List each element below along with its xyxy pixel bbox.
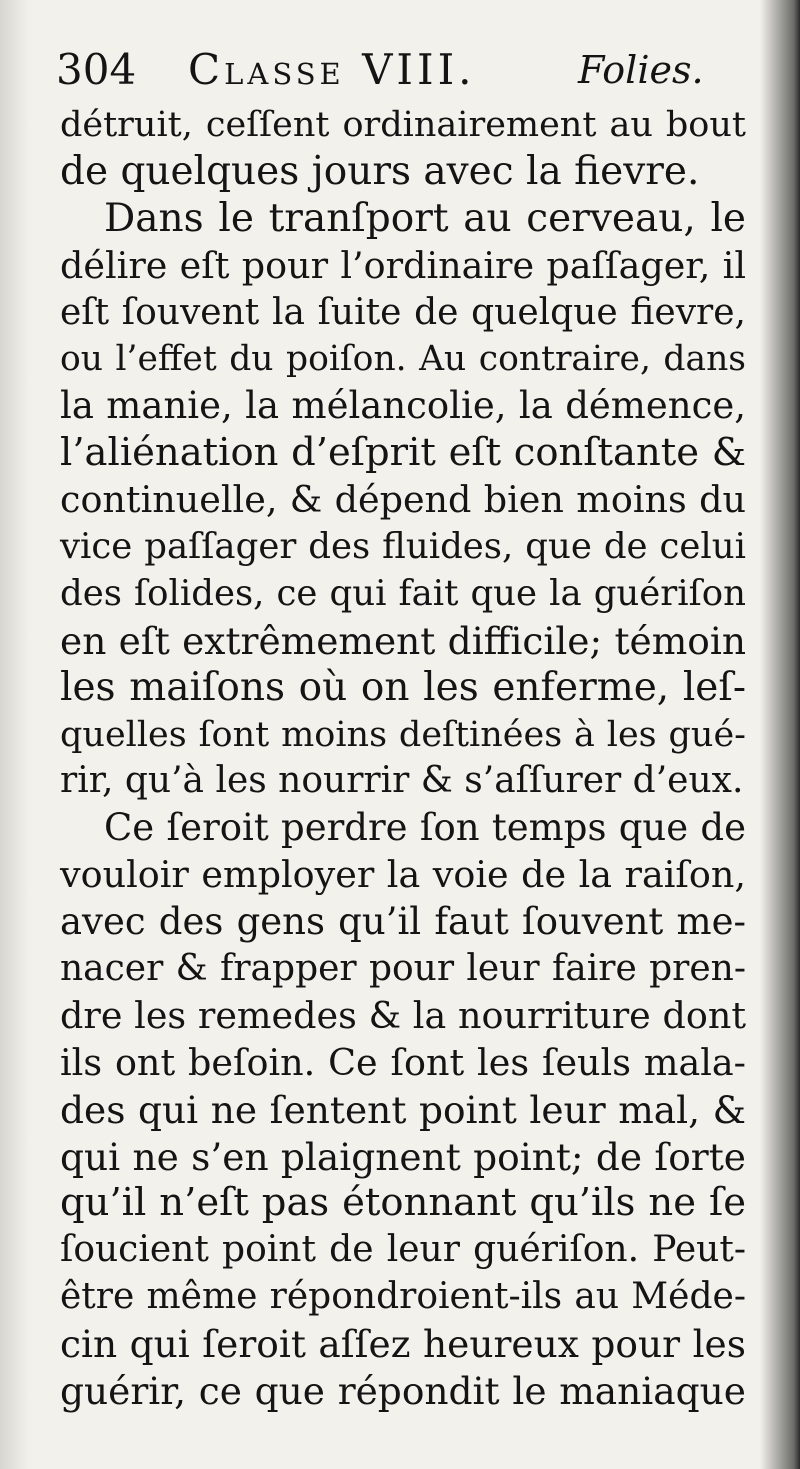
page-number: 304 [56, 45, 137, 94]
text-line: les maiſons où on les enferme, leſ- [60, 664, 746, 710]
running-header [56, 40, 736, 100]
subject-heading: Folies. [578, 48, 704, 92]
text-line: nacer & frapper pour leur faire pren- [60, 948, 746, 990]
text-line: rir, qu’à les nourrir & s’aſſurer d’eux. [60, 760, 744, 802]
text-line: en eſt extrêmement difficile; témoin [60, 618, 746, 663]
text-line: Dans le tranſport au cerveau, le [104, 195, 746, 241]
text-line: qu’il n’eſt pas étonnant qu’ils ne ſe [60, 1180, 746, 1226]
text-line: avec des gens qu’il faut ſouvent me- [60, 900, 746, 944]
text-line: Ce ſeroit perdre ſon temps que de [104, 806, 746, 850]
text-line: l’aliénation d’eſprit eſt conſtante & [60, 430, 746, 476]
text-line: ſoucient point de leur guériſon. Peut- [60, 1229, 746, 1271]
text-line: vice paſſager des fluides, que de celui [60, 526, 746, 568]
text-line: délire eſt pour l’ordinaire paſſager, il [60, 243, 746, 287]
text-line: qui ne s’en plaignent point; de ſorte [60, 1134, 746, 1179]
text-line: des qui ne ſentent point leur mal, & [60, 1087, 746, 1132]
text-line: guérir, ce que répondit le maniaque [60, 1369, 746, 1414]
text-line: de quelques jours avec la fievre. [60, 148, 700, 194]
text-line: dre les remedes & la nourriture dont [60, 993, 746, 1037]
text-line: cin qui ſeroit aſſez heureux pour les [60, 1322, 746, 1367]
text-line: être même répondroient-ils au Méde- [60, 1276, 746, 1318]
text-line: continuelle, & dépend bien moins du [60, 478, 746, 522]
text-line: détruit, ceſſent ordinairement au bout [60, 105, 746, 145]
text-line: quelles ſont moins deſtinées à les gué- [60, 714, 746, 755]
text-line: vouloir employer la voie de la raiſon, [60, 853, 746, 897]
text-line: ou l’effet du poiſon. Au contraire, dans [60, 339, 746, 380]
class-heading: Classe VIII. [188, 45, 476, 94]
body-text [60, 102, 746, 1415]
text-line: eſt ſouvent la ſuite de quelque fievre, [60, 291, 746, 333]
text-line: la manie, la mélancolie, la démence, [60, 384, 746, 428]
text-line: ils ont beſoin. Ce ſont les ſeuls mala- [60, 1040, 746, 1084]
text-line: des ſolides, ce qui fait que la guériſon [60, 572, 746, 614]
